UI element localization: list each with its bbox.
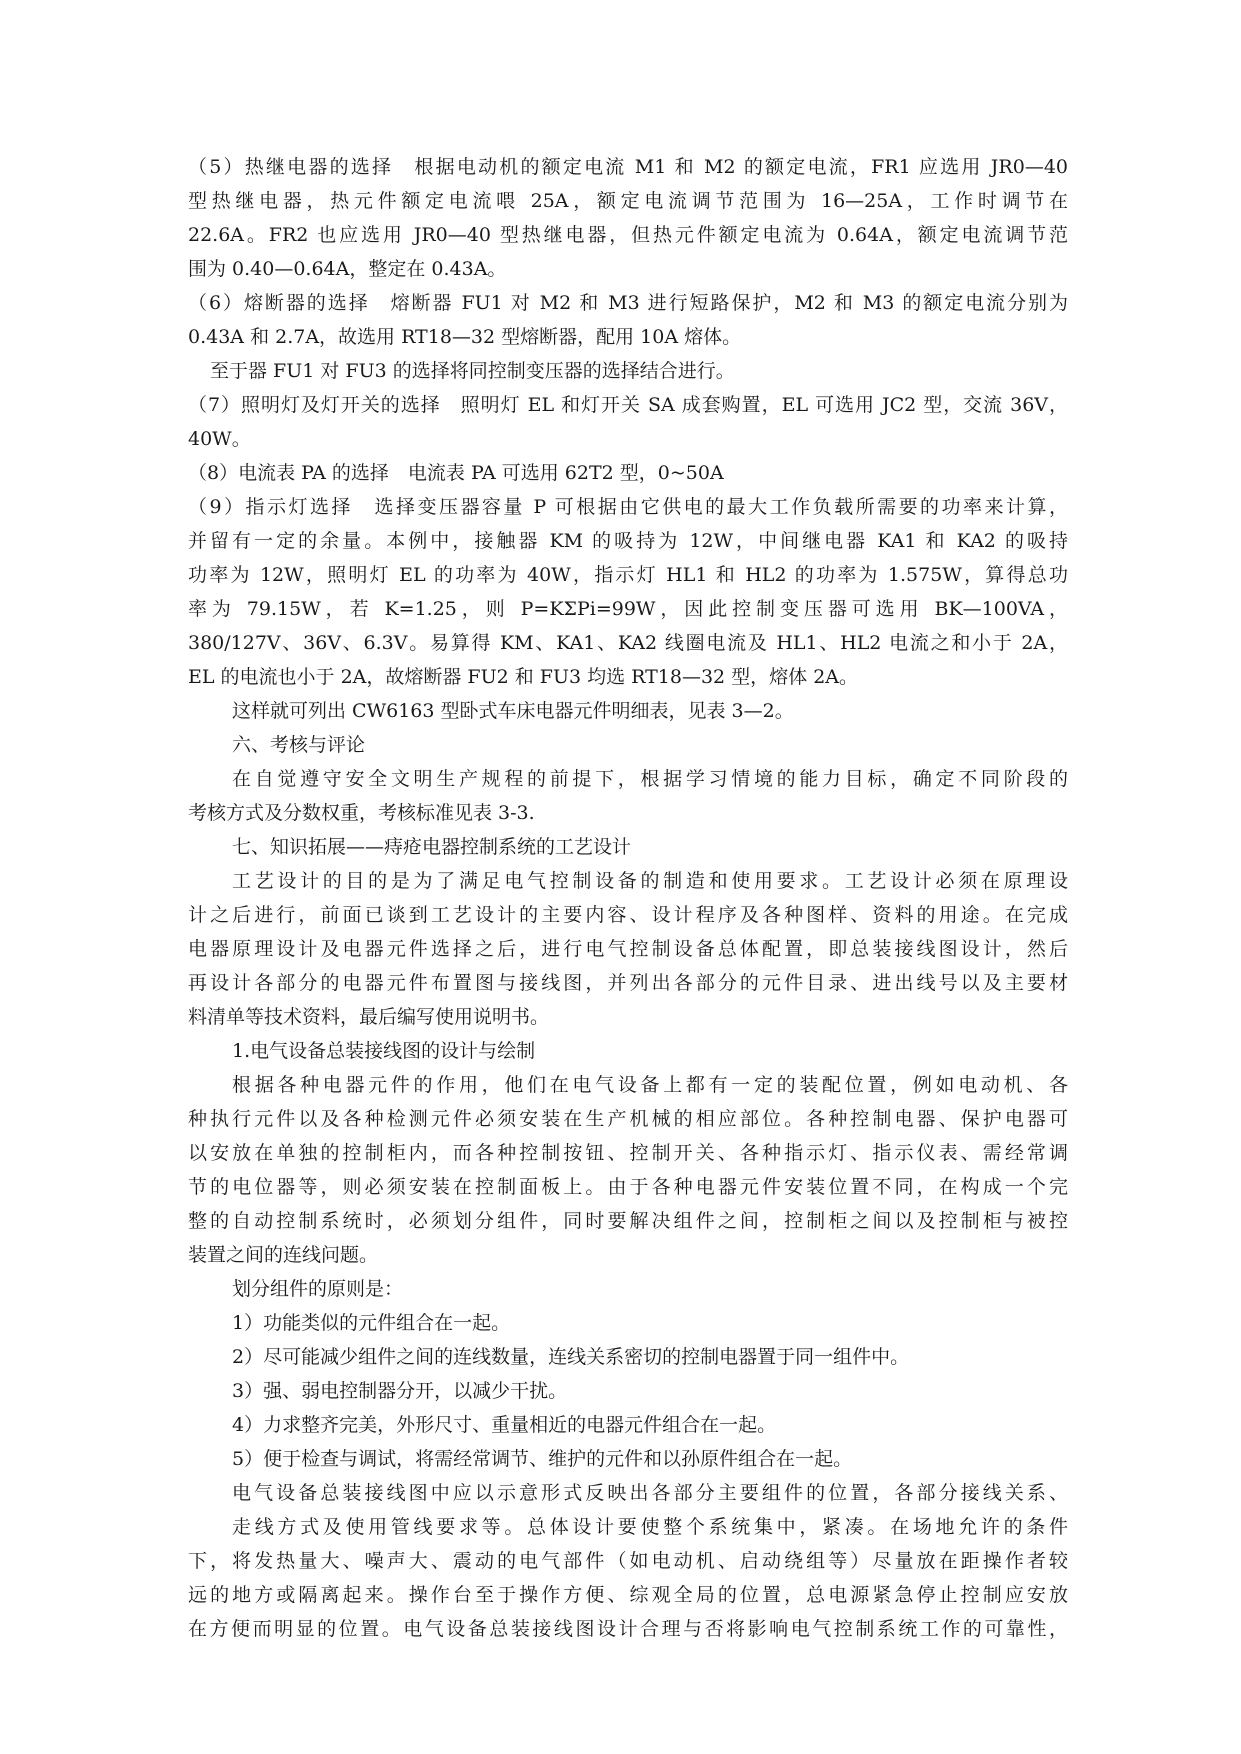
text-line: （9）指示灯选择 选择变压器容量 P 可根据由它供电的最大工作负载所需要的功率来计算， <box>188 496 1068 518</box>
text-line: 在方便而明显的位置。电气设备总装接线图设计合理与否将影响电气控制系统工作的可靠性， <box>188 1618 1068 1640</box>
text-line: 工艺设计的目的是为了满足电气控制设备的制造和使用要求。工艺设计必须在原理设 <box>232 870 1068 892</box>
text-line: 功率为 12W，照明灯 EL 的功率为 40W，指示灯 HL1 和 HL2 的功率为 1.575W，算得总功 <box>188 564 1068 586</box>
text-line: （5）热继电器的选择 根据电动机的额定电流 M1 和 M2 的额定电流，FR1 应选用 JR0—40 <box>188 156 1068 178</box>
text-line: （6）熔断器的选择 熔断器 FU1 对 M2 和 M3 进行短路保护，M2 和 M3 的额定电流分别为 <box>188 292 1068 314</box>
text-line: 至于器 FU1 对 FU3 的选择将同控制变压器的选择结合进行。 <box>210 360 735 382</box>
text-line: 考核方式及分数权重，考核标准见表 3-3. <box>188 802 535 824</box>
text-line: 在自觉遵守安全文明生产规程的前提下，根据学习情境的能力目标，确定不同阶段的 <box>232 768 1068 790</box>
document-page <box>188 150 1068 1646</box>
text-line: 划分组件的原则是： <box>232 1278 404 1300</box>
text-line: 六、考核与评论 <box>232 734 366 756</box>
text-line: 0.43A 和 2.7A，故选用 RT18—32 型熔断器，配用 10A 熔体。 <box>188 326 742 348</box>
text-line: 1.电气设备总装接线图的设计与绘制 <box>232 1040 536 1062</box>
text-line: 装置之间的连线问题。 <box>188 1244 379 1266</box>
text-line: 种执行元件以及各种检测元件必须安装在生产机械的相应部位。各种控制电器、保护电器可 <box>188 1108 1068 1130</box>
text-line: 并留有一定的余量。本例中，接触器 KM 的吸持为 12W，中间继电器 KA1 和 KA2 的吸持 <box>188 530 1068 552</box>
text-line: 型热继电器，热元件额定电流喂 25A，额定电流调节范围为 16—25A，工作时调节在 <box>188 190 1068 212</box>
text-line: 5）便于检查与调试，将需经常调节、维护的元件和以孙原件组合在一起。 <box>232 1448 853 1470</box>
text-line: 远的地方或隔离起来。操作台至于操作方便、综观全局的位置，总电源紧急停止控制应安放 <box>188 1584 1068 1606</box>
text-line: 再设计各部分的电器元件布置图与接线图，并列出各部分的元件目录、进出线号以及主要材 <box>188 972 1068 994</box>
text-line: 电器原理设计及电器元件选择之后，进行电气控制设备总体配置，即总装接线图设计，然后 <box>188 938 1068 960</box>
text-line: 电气设备总装接线图中应以示意形式反映出各部分主要组件的位置，各部分接线关系、 <box>232 1482 1068 1504</box>
text-line: 3）强、弱电控制器分开，以减少干扰。 <box>232 1380 568 1402</box>
text-line: 率为 79.15W，若 K=1.25，则 P=KΣPi=99W，因此控制变压器可选用 BK—100VA， <box>188 598 1068 620</box>
text-line: 以安放在单独的控制柜内，而各种控制按钮、控制开关、各种指示灯、指示仪表、需经常调 <box>188 1142 1068 1164</box>
text-line: 计之后进行，前面已谈到工艺设计的主要内容、设计程序及各种图样、资料的用途。在完成 <box>188 904 1068 926</box>
text-line: 2）尽可能减少组件之间的连线数量，连线关系密切的控制电器置于同一组件中。 <box>232 1346 910 1368</box>
text-line: （7）照明灯及灯开关的选择 照明灯 EL 和灯开关 SA 成套购置，EL 可选用 JC2 型，交流 36V， <box>188 394 1068 416</box>
text-line: 40W。 <box>188 428 251 450</box>
text-line: 围为 0.40—0.64A，整定在 0.43A。 <box>188 258 507 280</box>
text-line: 节的电位器等，则必须安装在控制面板上。由于各种电器元件安装位置不同，在构成一个完 <box>188 1176 1068 1198</box>
text-line: （8）电流表 PA 的选择 电流表 PA 可选用 62T2 型，0~50A <box>188 462 724 484</box>
text-line: 22.6A。FR2 也应选用 JR0—40 型热继电器，但热元件额定电流为 0.64A，额定电流调节范 <box>188 224 1068 246</box>
text-line: 4）力求整齐完美，外形尺寸、重量相近的电器元件组合在一起。 <box>232 1414 777 1436</box>
text-line: 料清单等技术资料，最后编写使用说明书。 <box>188 1006 550 1028</box>
text-line: EL 的电流也小于 2A，故熔断器 FU2 和 FU3 均选 RT18—32 型，熔体 2A。 <box>188 666 859 688</box>
text-line: 380/127V、36V、6.3V。易算得 KM、KA1、KA2 线圈电流及 HL1、HL2 电流之和小于 2A， <box>188 632 1068 654</box>
text-line: 下，将发热量大、噪声大、震动的电气部件（如电动机、启动绕组等）尽量放在距操作者较 <box>188 1550 1068 1572</box>
text-line: 走线方式及使用管线要求等。总体设计要使整个系统集中，紧凑。在场地允许的条件 <box>232 1516 1068 1538</box>
text-line: 根据各种电器元件的作用，他们在电气设备上都有一定的装配位置，例如电动机、各 <box>232 1074 1068 1096</box>
text-line: 1）功能类似的元件组合在一起。 <box>232 1312 511 1334</box>
text-line: 这样就可列出 CW6163 型卧式车床电器元件明细表，见表 3—2。 <box>232 700 794 722</box>
text-line: 七、知识拓展——痔疮电器控制系统的工艺设计 <box>232 836 632 858</box>
text-line: 整的自动控制系统时，必须划分组件，同时要解决组件之间，控制柜之间以及控制柜与被控 <box>188 1210 1068 1232</box>
